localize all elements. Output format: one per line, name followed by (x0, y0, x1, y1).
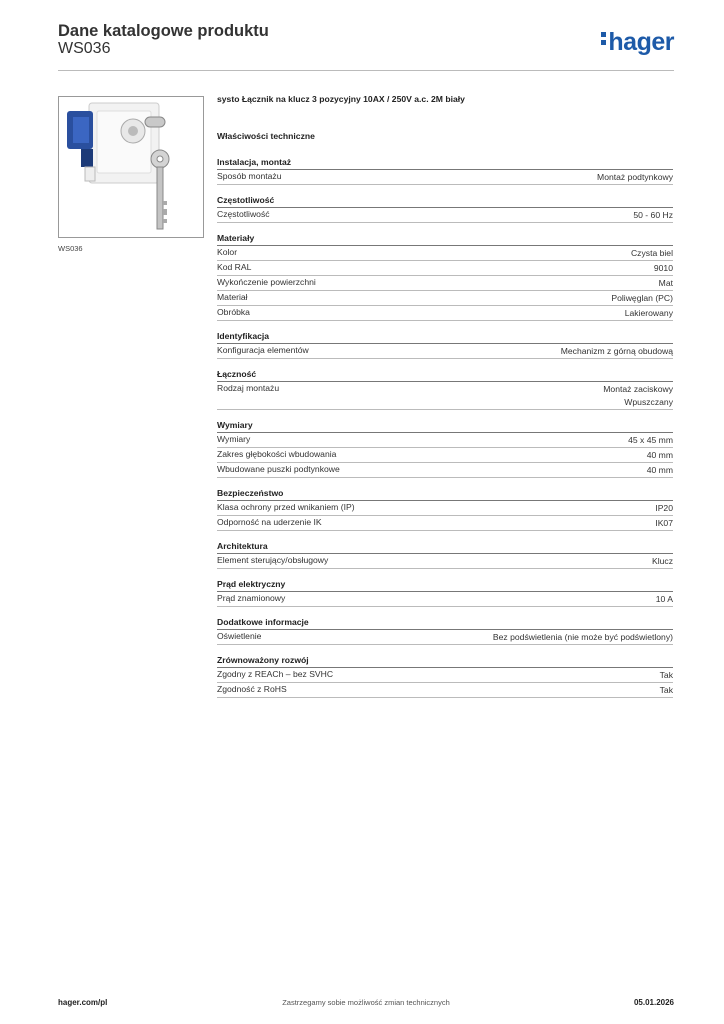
spec-label: Materiał (217, 292, 248, 302)
logo-dots-icon (601, 29, 606, 48)
spec-value-line: Mechanizm z górną obudową (560, 346, 673, 356)
spec-label: Sposób montażu (217, 171, 282, 181)
spec-row (217, 463, 673, 478)
logo-text: hager (608, 28, 674, 56)
spec-group-title: Materiały (217, 233, 673, 246)
footer-notice: Zastrzegamy sobie możliwość zmian technicznych (282, 998, 450, 1007)
spec-row (217, 208, 673, 223)
spec-value (603, 382, 673, 409)
spec-value (611, 291, 673, 305)
spec-value-line: 10 A (655, 594, 673, 604)
spec-row (217, 433, 673, 448)
spec-value-line: IP20 (655, 503, 673, 513)
spec-content (217, 94, 673, 708)
spec-value-line: Wpuszczany (624, 397, 673, 407)
spec-group-title: Identyfikacja (217, 331, 673, 344)
spec-label: Zakres głębokości wbudowania (217, 449, 337, 459)
spec-value-line: Tak (659, 670, 673, 680)
footer-website: hager.com/pl (58, 998, 108, 1007)
spec-group (217, 369, 673, 410)
spec-value (625, 306, 673, 320)
spec-row (217, 382, 673, 410)
spec-row (217, 630, 673, 645)
spec-value-line: Montaż zaciskowy (603, 384, 673, 394)
spec-value (659, 276, 673, 290)
spec-group (217, 233, 673, 321)
spec-label: Konfiguracja elementów (217, 345, 309, 355)
spec-row (217, 344, 673, 359)
image-caption: WS036 (58, 244, 83, 253)
spec-group-title: Bezpieczeństwo (217, 488, 673, 501)
spec-value (628, 433, 673, 447)
footer-date: 05.01.2026 (633, 998, 674, 1007)
spec-label: Zgodny z REACh – bez SVHC (217, 669, 334, 679)
spec-group (217, 617, 673, 645)
spec-label: Zgodność z RoHS (217, 684, 287, 694)
spec-value-line: 50 - 60 Hz (633, 210, 673, 220)
product-description: systo Łącznik na klucz 3 pozycyjny 10AX / 250V a.c. 2M biały (217, 94, 465, 104)
spec-group (217, 420, 673, 478)
spec-value-line: 40 mm (646, 450, 673, 460)
spec-value (652, 554, 673, 568)
spec-value-line: Poliwęglan (PC) (611, 293, 673, 303)
spec-label: Klasa ochrony przed wnikaniem (IP) (217, 502, 355, 512)
spec-group (217, 195, 673, 223)
spec-value-line: Montaż podtynkowy (597, 172, 673, 182)
spec-row (217, 592, 673, 607)
spec-value (597, 170, 673, 184)
spec-group-title: Prąd elektryczny (217, 579, 673, 592)
hager-logo (601, 28, 674, 57)
product-code: WS036 (58, 40, 111, 57)
spec-group-title: Częstotliwość (217, 195, 673, 208)
spec-value (561, 344, 673, 358)
spec-value-line: Czysta biel (630, 248, 673, 258)
spec-group (217, 655, 673, 698)
spec-label: Prąd znamionowy (217, 593, 286, 603)
spec-row (217, 261, 673, 276)
spec-value (655, 501, 673, 515)
spec-label: Obróbka (217, 307, 250, 317)
spec-label: Kod RAL (217, 262, 252, 272)
spec-row (217, 668, 673, 683)
spec-value (631, 246, 673, 260)
spec-label: Wymiary (217, 434, 251, 444)
spec-group (217, 541, 673, 569)
spec-row (217, 448, 673, 463)
spec-label: Element sterujący/obsługowy (217, 555, 329, 565)
spec-group-title: Architektura (217, 541, 673, 554)
spec-row (217, 246, 673, 261)
spec-group (217, 157, 673, 185)
spec-row (217, 554, 673, 569)
spec-value (654, 261, 673, 275)
spec-group (217, 331, 673, 359)
spec-group-title: Wymiary (217, 420, 673, 433)
page-title: Dane katalogowe produktu (58, 22, 269, 40)
spec-label: Kolor (217, 247, 238, 257)
spec-groups (217, 157, 673, 698)
spec-row (217, 306, 673, 321)
spec-label: Wykończenie powierzchni (217, 277, 316, 287)
spec-row (217, 683, 673, 698)
spec-value (660, 683, 673, 697)
product-image (58, 96, 204, 238)
section-title: Właściwości techniczne (217, 131, 315, 141)
spec-label: Wbudowane puszki podtynkowe (217, 464, 340, 474)
spec-value (655, 516, 673, 530)
spec-group-title: Instalacja, montaż (217, 157, 673, 170)
spec-value-line: Klucz (651, 556, 673, 566)
spec-label: Odporność na uderzenie IK (217, 517, 322, 527)
spec-label: Rodzaj montażu (217, 383, 280, 393)
spec-group (217, 579, 673, 607)
spec-label: Oświetlenie (217, 631, 262, 641)
spec-row (217, 516, 673, 531)
spec-value-line: 45 x 45 mm (628, 435, 673, 445)
spec-value (647, 463, 673, 477)
spec-value-line: 40 mm (646, 465, 673, 475)
spec-row (217, 501, 673, 516)
page-header (58, 22, 674, 71)
spec-group-title: Dodatkowe informacje (217, 617, 673, 630)
spec-group-title: Łączność (217, 369, 673, 382)
spec-value-line: Tak (659, 685, 673, 695)
key-switch-image (59, 97, 203, 237)
spec-value-line: Mat (658, 278, 673, 288)
spec-value-line: Bez podświetlenia (nie może być podświetlony) (492, 632, 673, 642)
spec-label: Częstotliwość (217, 209, 270, 219)
spec-value (647, 448, 673, 462)
spec-value (660, 668, 673, 682)
spec-row (217, 291, 673, 306)
spec-value (493, 630, 673, 644)
spec-value-line: 9010 (653, 263, 673, 273)
spec-group-title: Zrównoważony rozwój (217, 655, 673, 668)
spec-value-line: Lakierowany (624, 308, 673, 318)
spec-row (217, 170, 673, 185)
spec-row (217, 276, 673, 291)
spec-group (217, 488, 673, 531)
spec-value (656, 592, 673, 606)
spec-value-line: IK07 (655, 518, 673, 528)
spec-value (633, 208, 673, 222)
